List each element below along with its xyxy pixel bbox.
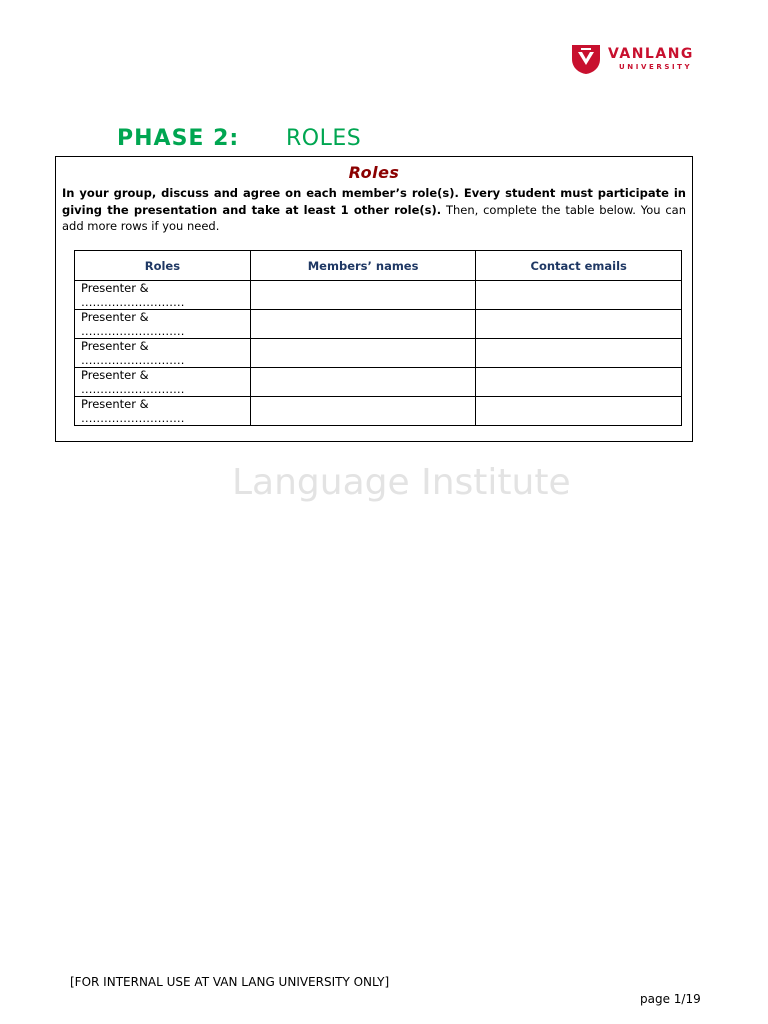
header-members-names: Members’ names (250, 251, 476, 281)
page-number: page 1/19 (640, 992, 701, 1006)
table-row (75, 310, 682, 339)
contact-email-cell[interactable] (476, 310, 682, 339)
role-cell: Presenter & ……………………… (75, 397, 251, 426)
instructions (62, 185, 686, 235)
vanlang-logo (571, 43, 706, 75)
shield-logo-icon (571, 43, 601, 75)
table-row (75, 368, 682, 397)
logo-subtitle: UNIVERSITY (619, 63, 693, 71)
table-row (75, 281, 682, 310)
contact-email-cell[interactable] (476, 397, 682, 426)
table-row (75, 339, 682, 368)
member-name-cell[interactable] (250, 310, 476, 339)
logo-name: VANLANG (608, 46, 694, 62)
table-header-row (75, 251, 682, 281)
member-name-cell[interactable] (250, 397, 476, 426)
phase-title: ROLES (286, 126, 362, 151)
contact-email-cell[interactable] (476, 368, 682, 397)
roles-section-box (55, 156, 693, 442)
table-row (75, 397, 682, 426)
contact-email-cell[interactable] (476, 339, 682, 368)
role-cell: Presenter & ……………………… (75, 310, 251, 339)
member-name-cell[interactable] (250, 339, 476, 368)
instruction-bold: In your group, discuss and agree on each member’s role(s). Every student must participate in giving the presentation and take at least 1 other role(s). (62, 186, 686, 217)
roles-table (74, 250, 682, 426)
member-name-cell[interactable] (250, 368, 476, 397)
role-cell: Presenter & ……………………… (75, 281, 251, 310)
phase-label: PHASE 2: (117, 126, 240, 151)
role-cell: Presenter & ……………………… (75, 368, 251, 397)
member-name-cell[interactable] (250, 281, 476, 310)
instruction-normal: Then, complete the table below. You can add more rows if you need. (62, 202, 687, 233)
header-roles: Roles (75, 251, 251, 281)
section-title: Roles (348, 163, 400, 182)
footer-internal-use-note: [FOR INTERNAL USE AT VAN LANG UNIVERSITY ONLY] (70, 975, 390, 989)
header-contact-emails: Contact emails (476, 251, 682, 281)
watermark: Language Institute (232, 462, 571, 503)
contact-email-cell[interactable] (476, 281, 682, 310)
role-cell: Presenter & ……………………… (75, 339, 251, 368)
